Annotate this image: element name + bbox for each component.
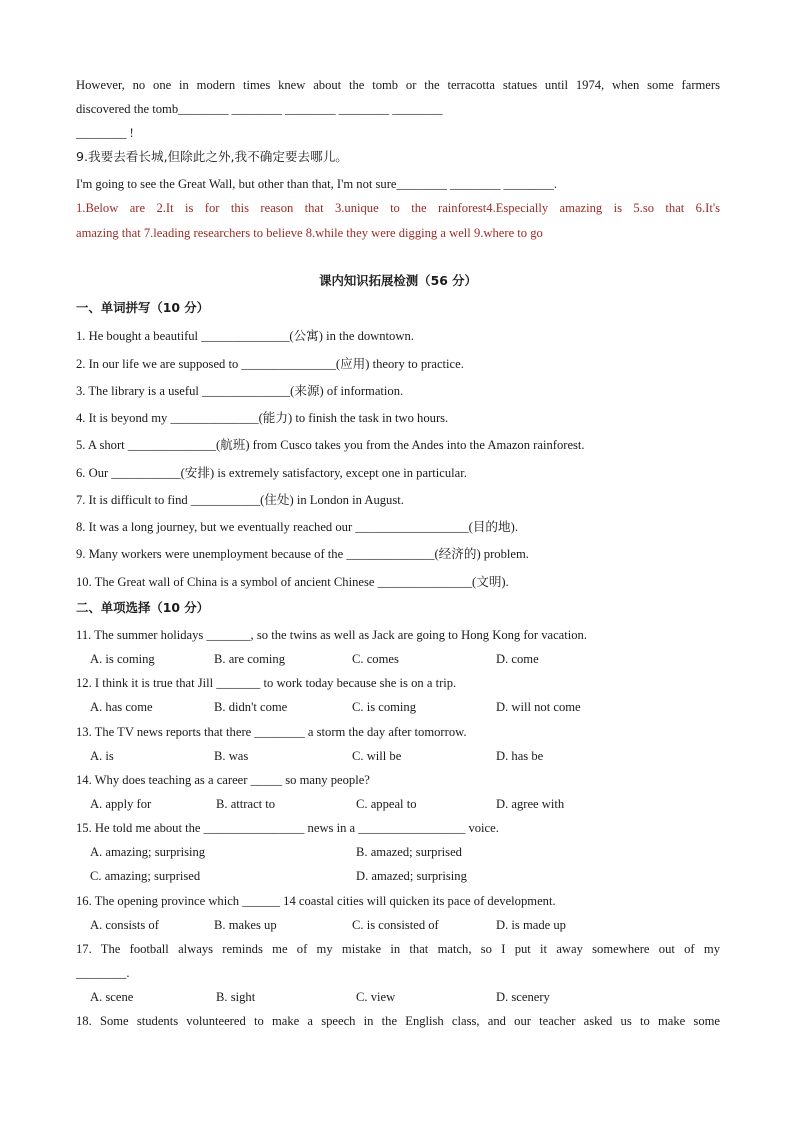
section1-heading: 一、单词拼写（10 分） [76, 300, 210, 315]
question-stem: 14. Why does teaching as a career _____ so many people? [76, 773, 370, 787]
question-stem: 15. He told me about the ________________ news in a _________________ voice. [76, 821, 499, 835]
option-a: A. consists of [90, 918, 159, 932]
option-b: B. sight [216, 990, 256, 1004]
option-d: D. agree with [496, 797, 565, 811]
option-b: B. are coming [214, 652, 285, 666]
question-stem-continued: ________. [76, 966, 130, 980]
spelling-item: 8. It was a long journey, but we eventually reached our __________________(目的地). [76, 520, 518, 534]
answer-key-line-2: amazing that 7.leading researchers to believe 8.while they were digging a well 9.where to go [76, 226, 543, 240]
option-b: B. amazed; surprised [356, 845, 462, 859]
q9-english-sentence: I'm going to see the Great Wall, but other than that, I'm not sure________ ________ ________. [76, 177, 558, 191]
option-c: C. is coming [352, 700, 417, 714]
spelling-item: 7. It is difficult to find ___________(住处) in London in August. [76, 493, 404, 507]
answer-key-line-1: 1.Below are 2.It is for this reason that 3.unique to the rainforest4.Especially amazing is 5.so that 6.It's [76, 201, 720, 215]
spelling-item: 1. He bought a beautiful ______________(公寓) in the downtown. [76, 329, 414, 343]
section2-heading: 二、单项选择（10 分） [76, 600, 210, 615]
question-stem: 13. The TV news reports that there ________ a storm the day after tomorrow. [76, 725, 467, 739]
spelling-item: 9. Many workers were unemployment because of the ______________(经济的) problem. [76, 547, 529, 561]
spelling-item: 3. The library is a useful ______________(来源) of information. [76, 384, 404, 398]
spelling-item: 6. Our ___________(安排) is extremely satisfactory, except one in particular. [76, 466, 467, 480]
option-d: D. scenery [496, 990, 550, 1004]
spelling-item: 4. It is beyond my ______________(能力) to finish the task in two hours. [76, 411, 449, 425]
q8-english-line-3: ________ ! [76, 126, 134, 140]
spelling-item: 2. In our life we are supposed to _______________(应用) theory to practice. [76, 357, 464, 371]
q8-english-line-2: discovered the tomb________ ________ ________ ________ ________ [76, 102, 443, 116]
spelling-item: 10. The Great wall of China is a symbol of ancient Chinese _______________(文明). [76, 575, 509, 589]
option-d: D. is made up [496, 918, 566, 932]
option-a: A. amazing; surprising [90, 845, 206, 859]
section-title: 课内知识拓展检测（56 分） [319, 273, 477, 288]
option-a: A. is [90, 749, 114, 763]
option-c: C. appeal to [356, 797, 417, 811]
option-a: A. scene [90, 990, 134, 1004]
option-d: D. amazed; surprising [356, 869, 467, 883]
question-stem: 17. The football always reminds me of my mistake in that match, so I put it away somewhere out of my [76, 942, 720, 956]
option-a: A. apply for [90, 797, 152, 811]
option-b: B. was [214, 749, 249, 763]
option-d: D. come [496, 652, 539, 666]
option-a: A. has come [90, 700, 153, 714]
option-d: D. has be [496, 749, 544, 763]
option-a: A. is coming [90, 652, 155, 666]
q8-english-line-1: However, no one in modern times knew about the tomb or the terracotta statues until 1974, when some farmers [76, 78, 720, 92]
question-stem: 12. I think it is true that Jill _______ to work today because she is on a trip. [76, 676, 457, 690]
option-b: B. makes up [214, 918, 277, 932]
option-c: C. amazing; surprised [90, 869, 201, 883]
spelling-item: 5. A short ______________(航班) from Cusco takes you from the Andes into the Amazon rainforest. [76, 438, 585, 452]
option-c: C. comes [352, 652, 399, 666]
question-stem: 16. The opening province which ______ 14 coastal cities will quicken its pace of development. [76, 894, 556, 908]
option-d: D. will not come [496, 700, 581, 714]
question-stem: 18. Some students volunteered to make a speech in the English class, and our teacher asked us to make some [76, 1014, 720, 1028]
question-stem: 11. The summer holidays _______, so the twins as well as Jack are going to Hong Kong for vacation. [76, 628, 588, 642]
document-page [76, 0, 720, 1123]
option-c: C. view [356, 990, 396, 1004]
q9-chinese-prompt: 9.我要去看长城,但除此之外,我不确定要去哪儿。 [76, 149, 348, 164]
option-c: C. is consisted of [352, 918, 439, 932]
option-b: B. didn't come [214, 700, 288, 714]
option-c: C. will be [352, 749, 402, 763]
option-b: B. attract to [216, 797, 276, 811]
